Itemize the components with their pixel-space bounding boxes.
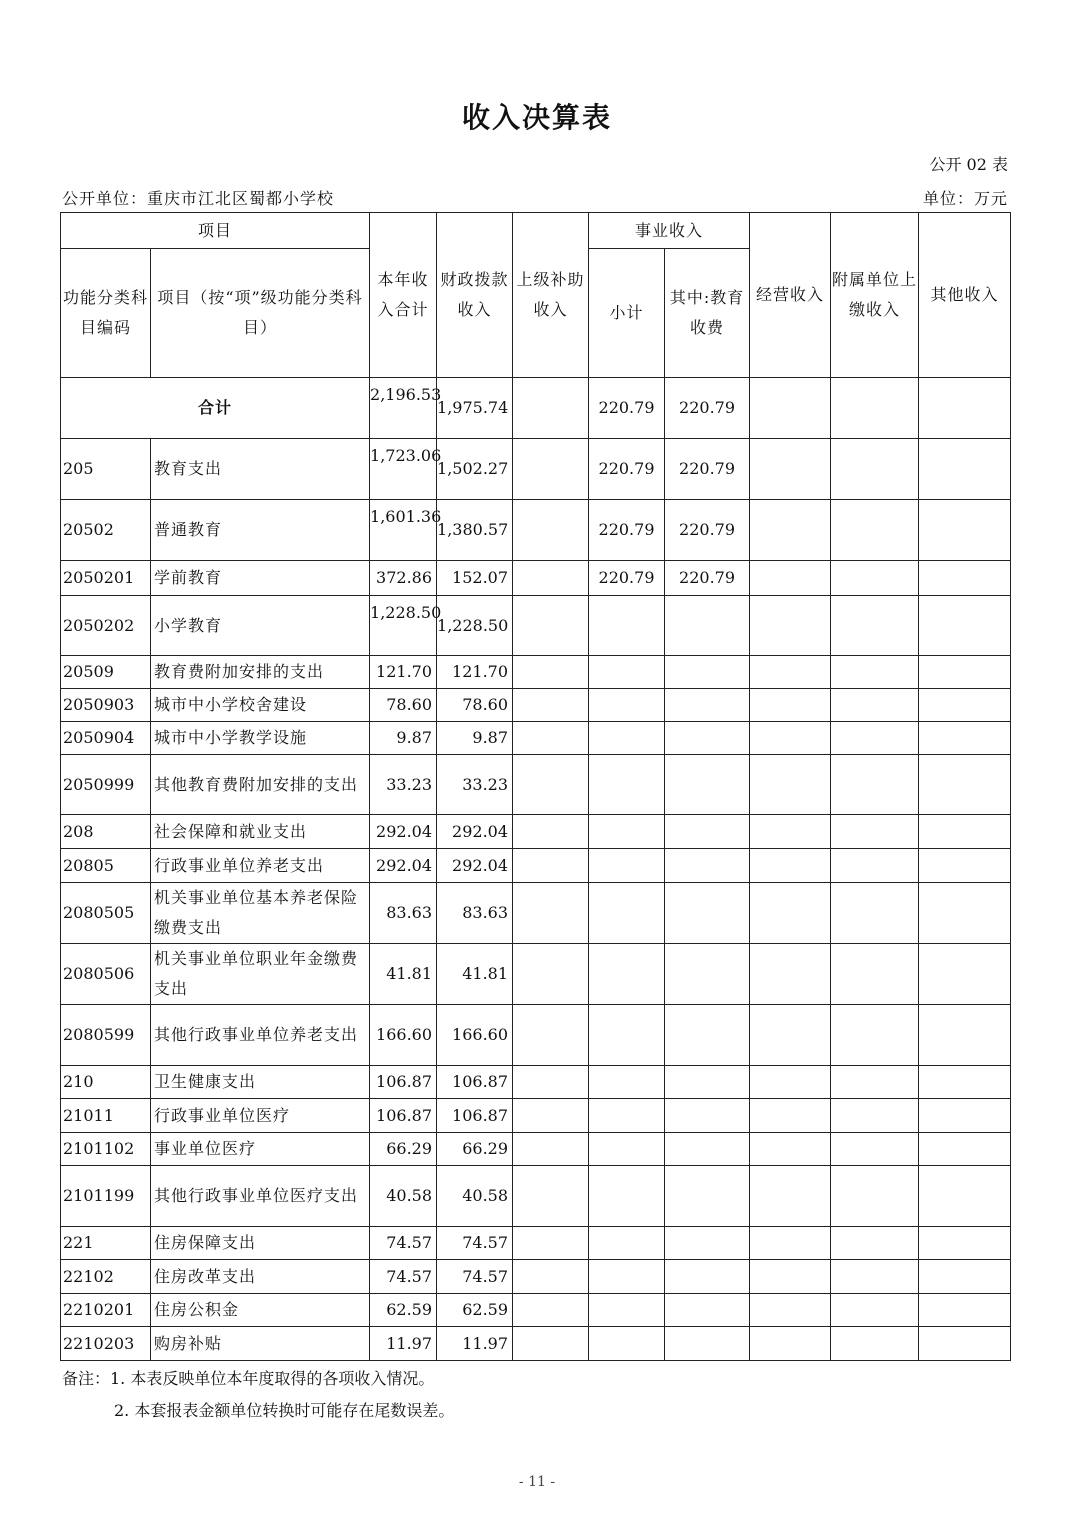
row-name: 城市中小学教学设施 [151,722,370,755]
row-code: 2210203 [61,1327,151,1361]
row-total: 292.04 [370,849,437,883]
row-edu-fee [665,1294,750,1327]
row-edu-fee [665,755,750,815]
row-superior [513,1294,589,1327]
row-other [919,815,1011,849]
total-total: 2,196.53 [370,378,437,439]
row-operating [750,596,831,656]
row-edu-fee [665,849,750,883]
row-subtotal [589,755,665,815]
row-name: 学前教育 [151,561,370,596]
table-row [61,596,1011,656]
row-operating [750,1227,831,1260]
row-subtotal [589,1294,665,1327]
table-row [61,1327,1011,1361]
row-subtotal [589,1133,665,1166]
row-affiliated [831,815,919,849]
row-other [919,883,1011,944]
row-affiliated [831,439,919,500]
header-affiliated: 附属单位上缴收入 [831,213,919,378]
row-subtotal [589,656,665,689]
header-item: 项目 [61,213,370,249]
row-name: 其他行政事业单位医疗支出 [151,1166,370,1227]
row-subtotal [589,1099,665,1133]
row-subtotal [589,1166,665,1227]
row-name: 其他教育费附加安排的支出 [151,755,370,815]
row-edu-fee [665,815,750,849]
row-total: 292.04 [370,815,437,849]
row-name: 住房保障支出 [151,1227,370,1260]
row-operating [750,1166,831,1227]
table-row [61,722,1011,755]
row-fiscal: 166.60 [437,1005,513,1066]
row-fiscal: 74.57 [437,1260,513,1294]
total-row [61,378,1011,439]
row-code: 2050202 [61,596,151,656]
row-edu-fee [665,1066,750,1099]
row-superior [513,1066,589,1099]
row-code: 2080599 [61,1005,151,1066]
row-affiliated [831,596,919,656]
row-name: 社会保障和就业支出 [151,815,370,849]
row-subtotal [589,1260,665,1294]
row-total: 33.23 [370,755,437,815]
total-other [919,378,1011,439]
row-subtotal [589,815,665,849]
row-fiscal: 78.60 [437,689,513,722]
total-label: 合计 [61,378,370,439]
reporting-unit: 公开单位：重庆市江北区蜀都小学校 [62,189,335,208]
row-superior [513,849,589,883]
unit-info-row [62,186,1008,209]
row-fiscal: 121.70 [437,656,513,689]
row-affiliated [831,1294,919,1327]
row-code: 2080506 [61,944,151,1005]
row-fiscal: 33.23 [437,755,513,815]
row-code: 22102 [61,1260,151,1294]
row-name: 教育费附加安排的支出 [151,656,370,689]
row-fiscal: 152.07 [437,561,513,596]
row-fiscal: 1,228.50 [437,596,513,656]
row-superior [513,1260,589,1294]
row-name: 购房补贴 [151,1327,370,1361]
row-subtotal: 220.79 [589,561,665,596]
header-edu-fee: 其中:教育收费 [665,249,750,378]
row-total: 40.58 [370,1166,437,1227]
row-superior [513,500,589,561]
row-subtotal [589,689,665,722]
row-operating [750,944,831,1005]
table-row [61,815,1011,849]
row-other [919,1294,1011,1327]
row-fiscal: 11.97 [437,1327,513,1361]
row-superior [513,561,589,596]
table-row [61,1066,1011,1099]
row-total: 66.29 [370,1133,437,1166]
row-operating [750,722,831,755]
row-superior [513,815,589,849]
row-operating [750,1066,831,1099]
row-edu-fee [665,1327,750,1361]
header-name: 项目（按“项”级功能分类科目） [151,249,370,378]
row-total: 74.57 [370,1227,437,1260]
row-superior [513,1227,589,1260]
row-affiliated [831,500,919,561]
row-superior [513,656,589,689]
row-affiliated [831,561,919,596]
row-other [919,1260,1011,1294]
table-row [61,1166,1011,1227]
table-row [61,1227,1011,1260]
row-other [919,689,1011,722]
total-subtotal: 220.79 [589,378,665,439]
row-operating [750,561,831,596]
row-edu-fee [665,656,750,689]
row-superior [513,1327,589,1361]
row-total: 62.59 [370,1294,437,1327]
row-operating [750,1260,831,1294]
row-fiscal: 62.59 [437,1294,513,1327]
row-fiscal: 106.87 [437,1066,513,1099]
row-edu-fee [665,944,750,1005]
row-code: 205 [61,439,151,500]
row-edu-fee [665,883,750,944]
row-other [919,500,1011,561]
row-operating [750,1133,831,1166]
row-name: 事业单位医疗 [151,1133,370,1166]
row-operating [750,849,831,883]
row-edu-fee: 220.79 [665,561,750,596]
row-affiliated [831,944,919,1005]
row-affiliated [831,1166,919,1227]
total-affiliated [831,378,919,439]
row-superior [513,944,589,1005]
row-subtotal: 220.79 [589,500,665,561]
row-code: 2210201 [61,1294,151,1327]
currency-unit: 单位：万元 [922,189,1008,208]
row-other [919,1099,1011,1133]
row-name: 卫生健康支出 [151,1066,370,1099]
row-name: 小学教育 [151,596,370,656]
row-superior [513,689,589,722]
row-subtotal [589,1005,665,1066]
row-superior [513,722,589,755]
row-name: 教育支出 [151,439,370,500]
row-affiliated [831,1327,919,1361]
row-code: 20502 [61,500,151,561]
row-name: 行政事业单位养老支出 [151,849,370,883]
page-title: 收入决算表 [461,101,612,134]
header-business: 事业收入 [589,213,750,249]
total-fiscal: 1,975.74 [437,378,513,439]
table-row [61,849,1011,883]
row-total: 106.87 [370,1066,437,1099]
row-affiliated [831,1227,919,1260]
row-subtotal [589,849,665,883]
row-total: 78.60 [370,689,437,722]
row-subtotal: 220.79 [589,439,665,500]
row-subtotal [589,1227,665,1260]
row-code: 20805 [61,849,151,883]
row-other [919,1066,1011,1099]
row-operating [750,439,831,500]
row-code: 221 [61,1227,151,1260]
row-other [919,439,1011,500]
row-other [919,1166,1011,1227]
header-subtotal: 小计 [589,249,665,378]
row-name: 行政事业单位医疗 [151,1099,370,1133]
row-total: 83.63 [370,883,437,944]
row-other [919,1227,1011,1260]
row-code: 2050201 [61,561,151,596]
table-row [61,883,1011,944]
row-subtotal [589,1066,665,1099]
row-operating [750,1294,831,1327]
row-name: 机关事业单位基本养老保险缴费支出 [151,883,370,944]
row-affiliated [831,1260,919,1294]
header-fiscal: 财政拨款收入 [437,213,513,378]
row-code: 210 [61,1066,151,1099]
row-subtotal [589,944,665,1005]
row-other [919,656,1011,689]
table-row [61,1260,1011,1294]
row-name: 城市中小学校舍建设 [151,689,370,722]
row-code: 2080505 [61,883,151,944]
row-total: 9.87 [370,722,437,755]
row-code: 2050904 [61,722,151,755]
row-operating [750,883,831,944]
table-row [61,561,1011,596]
row-affiliated [831,722,919,755]
row-fiscal: 292.04 [437,815,513,849]
note-1: 备注：1. 本表反映单位本年度取得的各项收入情况。 [62,1369,435,1388]
table-row [61,500,1011,561]
row-other [919,944,1011,1005]
row-code: 208 [61,815,151,849]
row-edu-fee [665,1005,750,1066]
row-affiliated [831,1099,919,1133]
row-other [919,561,1011,596]
row-affiliated [831,689,919,722]
row-edu-fee [665,1099,750,1133]
row-total: 121.70 [370,656,437,689]
row-edu-fee [665,596,750,656]
row-subtotal [589,596,665,656]
row-edu-fee [665,1133,750,1166]
row-operating [750,1099,831,1133]
row-code: 2050999 [61,755,151,815]
row-edu-fee [665,722,750,755]
row-total: 11.97 [370,1327,437,1361]
row-operating [750,500,831,561]
row-fiscal: 292.04 [437,849,513,883]
table-row [61,656,1011,689]
table-row [61,944,1011,1005]
row-fiscal: 106.87 [437,1099,513,1133]
row-other [919,755,1011,815]
row-total: 106.87 [370,1099,437,1133]
row-edu-fee [665,1260,750,1294]
row-total: 1,228.50 [370,596,437,656]
row-total: 166.60 [370,1005,437,1066]
table-row [61,1133,1011,1166]
row-edu-fee: 220.79 [665,500,750,561]
row-operating [750,656,831,689]
page-number: - 11 - [518,1474,556,1490]
row-affiliated [831,1133,919,1166]
header-superior: 上级补助收入 [513,213,589,378]
row-fiscal: 41.81 [437,944,513,1005]
income-table [60,212,1011,1361]
row-superior [513,1166,589,1227]
form-number: 公开 02 表 [929,155,1008,174]
row-operating [750,755,831,815]
row-name: 住房改革支出 [151,1260,370,1294]
row-total: 372.86 [370,561,437,596]
row-superior [513,596,589,656]
row-subtotal [589,1327,665,1361]
total-superior [513,378,589,439]
row-operating [750,689,831,722]
table-row [61,439,1011,500]
header-total: 本年收入合计 [370,213,437,378]
header-operating: 经营收入 [750,213,831,378]
row-affiliated [831,656,919,689]
row-fiscal: 40.58 [437,1166,513,1227]
row-fiscal: 66.29 [437,1133,513,1166]
row-total: 1,723.06 [370,439,437,500]
row-superior [513,1133,589,1166]
row-superior [513,755,589,815]
table-row [61,755,1011,815]
row-edu-fee: 220.79 [665,439,750,500]
row-name: 住房公积金 [151,1294,370,1327]
row-name: 机关事业单位职业年金缴费支出 [151,944,370,1005]
row-operating [750,1327,831,1361]
row-fiscal: 9.87 [437,722,513,755]
note-2: 2. 本套报表金额单位转换时可能存在尾数误差。 [114,1401,455,1420]
row-name: 其他行政事业单位养老支出 [151,1005,370,1066]
row-code: 20509 [61,656,151,689]
row-other [919,1133,1011,1166]
row-superior [513,439,589,500]
row-superior [513,1099,589,1133]
row-fiscal: 83.63 [437,883,513,944]
row-affiliated [831,755,919,815]
row-other [919,1327,1011,1361]
row-subtotal [589,722,665,755]
table-row [61,1005,1011,1066]
row-edu-fee [665,1166,750,1227]
row-operating [750,815,831,849]
row-edu-fee [665,1227,750,1260]
table-row [61,1294,1011,1327]
row-affiliated [831,1066,919,1099]
row-total: 1,601.36 [370,500,437,561]
row-edu-fee [665,689,750,722]
row-affiliated [831,883,919,944]
header-other: 其他收入 [919,213,1011,378]
row-name: 普通教育 [151,500,370,561]
row-total: 74.57 [370,1260,437,1294]
row-other [919,596,1011,656]
table-row [61,689,1011,722]
row-superior [513,883,589,944]
table-row [61,1099,1011,1133]
total-operating [750,378,831,439]
row-code: 2101102 [61,1133,151,1166]
row-total: 41.81 [370,944,437,1005]
header-code: 功能分类科目编码 [61,249,151,378]
row-code: 21011 [61,1099,151,1133]
row-affiliated [831,1005,919,1066]
row-code: 2101199 [61,1166,151,1227]
row-operating [750,1005,831,1066]
row-fiscal: 1,380.57 [437,500,513,561]
row-other [919,1005,1011,1066]
row-other [919,849,1011,883]
row-superior [513,1005,589,1066]
total-edu-fee: 220.79 [665,378,750,439]
row-other [919,722,1011,755]
row-fiscal: 1,502.27 [437,439,513,500]
row-affiliated [831,849,919,883]
row-code: 2050903 [61,689,151,722]
row-fiscal: 74.57 [437,1227,513,1260]
row-subtotal [589,883,665,944]
